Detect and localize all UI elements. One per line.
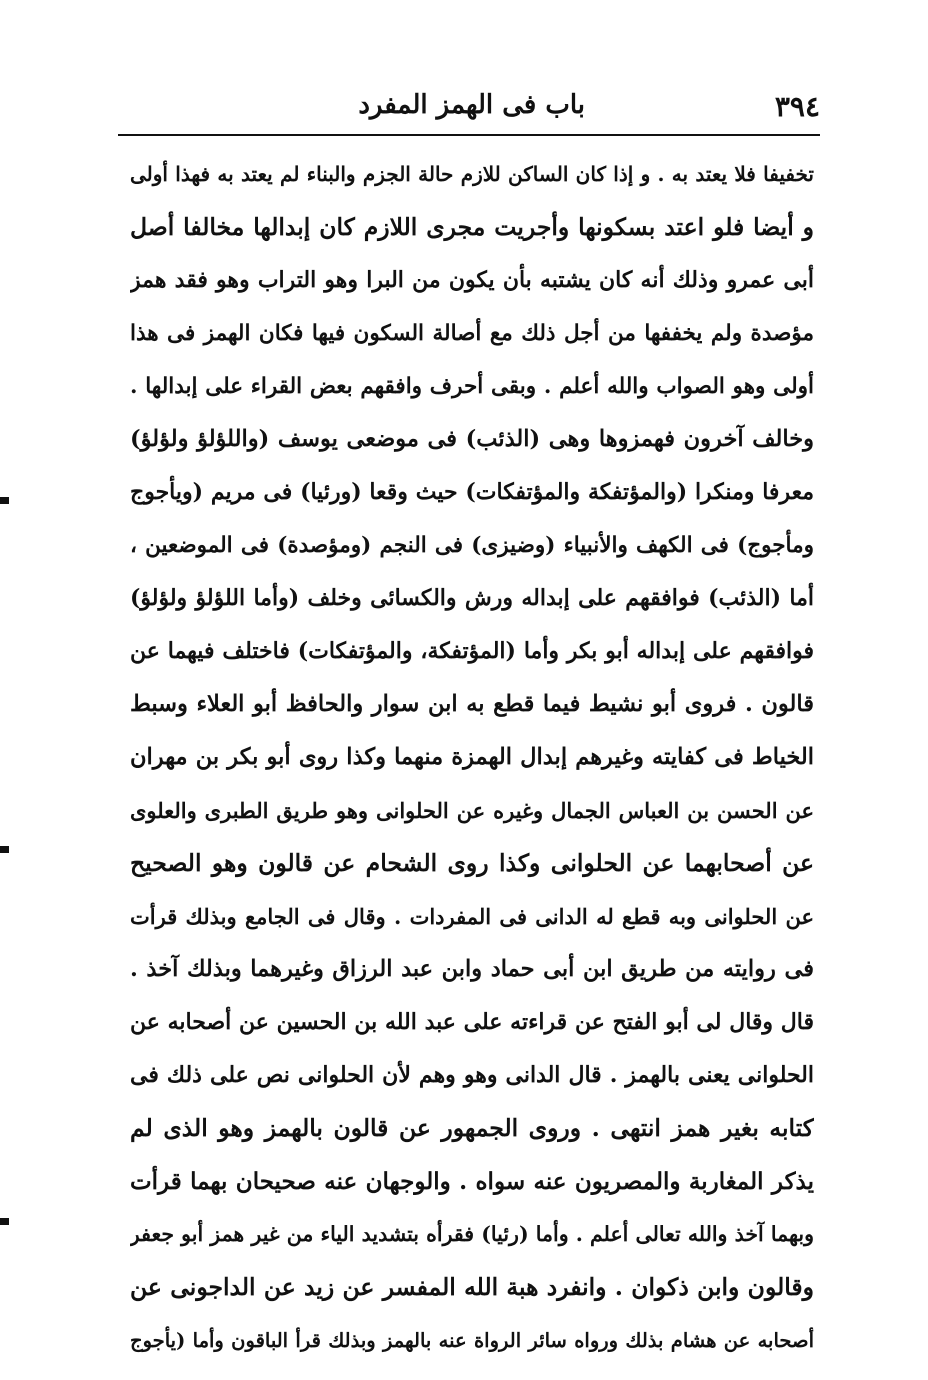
text-line: قال وقال لى أبو الفتح عن قراءته على عبد الله بن الحسين عن أصحابه عن [130, 1009, 814, 1035]
header-rule [118, 134, 820, 136]
text-line: تخفيفا فلا يعتد به . و إذا كان الساكن للازم حالة الجزم والبناء لم يعتد به فهذا أولى [130, 162, 814, 186]
text-line: فى روايته من طريق ابن أبى حماد وابن عبد الرزاق وغيرهما وبذلك آخذ . [130, 956, 814, 982]
text-line: وخالف آخرون فهمزوها وهى (الذئب) فى موضعى يوسف (واللؤلؤ ولؤلؤ) [130, 426, 814, 452]
text-line: عن الحسن بن العباس الجمال وغيره عن الحلوانى وهو طريق الطبرى والعلوى [130, 798, 814, 823]
text-line: ومأجوج) فى الكهف والأنبياء (وضيزى) فى النجم (ومؤصدة) فى الموضعين ، [130, 533, 814, 558]
text-line: فوافقهم على إبداله أبو بكر وأما (المؤتفكة، والمؤتفكات) فاختلف فيهما عن [130, 638, 814, 664]
text-line: وقالون وابن ذكوان . وانفرد هبة الله المفسر عن زيد عن الداجونى عن [130, 1273, 814, 1301]
text-line: أما (الذئب) فوافقهم على إبداله ورش والكسائى وخلف (وأما اللؤلؤ ولؤلؤ) [130, 585, 814, 611]
text-line: معرفا ومنكرا (والمؤتفكة والمؤتفكات) حيث وقعا (ورئيا) فى مريم (ويأجوج [130, 479, 814, 505]
margin-mark [0, 497, 9, 504]
text-line: عن الحلوانى وبه قطع له الدانى فى المفردات . وقال فى الجامع وبذلك قرأت [130, 904, 814, 929]
margin-mark [0, 846, 9, 853]
text-line: قالون . فروى أبو نشيط فيما قطع به ابن سوار والحافظ أبو العلاء وسبط [130, 691, 814, 717]
margin-mark [0, 1218, 9, 1225]
text-line: يذكر المغاربة والمصريون عنه سواه . والوجهان عنه صحيحان بهما قرأت [130, 1168, 814, 1195]
text-line: وبهما آخذ والله تعالى أعلم . وأما (رئيا) فقرأه بتشديد الياء من غير همز أبو جعفر [130, 1222, 814, 1246]
text-line: الخياط فى كفايته وغيرهم إبدال الهمزة منهما وكذا روى أبو بكر بن مهران [130, 744, 814, 770]
text-line: أولى وهو الصواب والله أعلم . وبقى أحرف وافقهم بعض القراء على إبدالها . [130, 374, 814, 399]
text-line: عن أصحابهما عن الحلوانى وكذا روى الشحام عن قالون وهو الصحيح [130, 849, 814, 877]
text-line: مؤصدة ولم يخففها من أجل ذلك مع أصالة السكون فيها فكان الهمز فى هذا [130, 321, 814, 346]
text-line: كتابه بغير همز انتهى . وروى الجمهور عن قالون بالهمز وهو الذى لم [130, 1114, 814, 1142]
text-line: الحلوانى يعنى بالهمز . قال الدانى وهو وهم لأن الحلوانى نص على ذلك فى [130, 1062, 814, 1088]
body-text [130, 148, 814, 1367]
running-title: باب فى الهمز المفرد [358, 90, 585, 120]
page-number: ٣٩٤ [774, 90, 820, 123]
text-line: أصحابه عن هشام بذلك ورواه سائر الرواة عنه بالهمز وبذلك قرأ الباقون وأما (يأجوج [130, 1329, 814, 1352]
text-line: و أيضا فلو اعتد بسكونها وأجريت مجرى اللازم كان إبدالها مخالفا أصل [130, 213, 814, 241]
text-line: أبى عمرو وذلك أنه كان يشتبه بأن يكون من البرا وهو التراب وهو فقد همز [130, 267, 814, 293]
page-header [118, 88, 820, 128]
